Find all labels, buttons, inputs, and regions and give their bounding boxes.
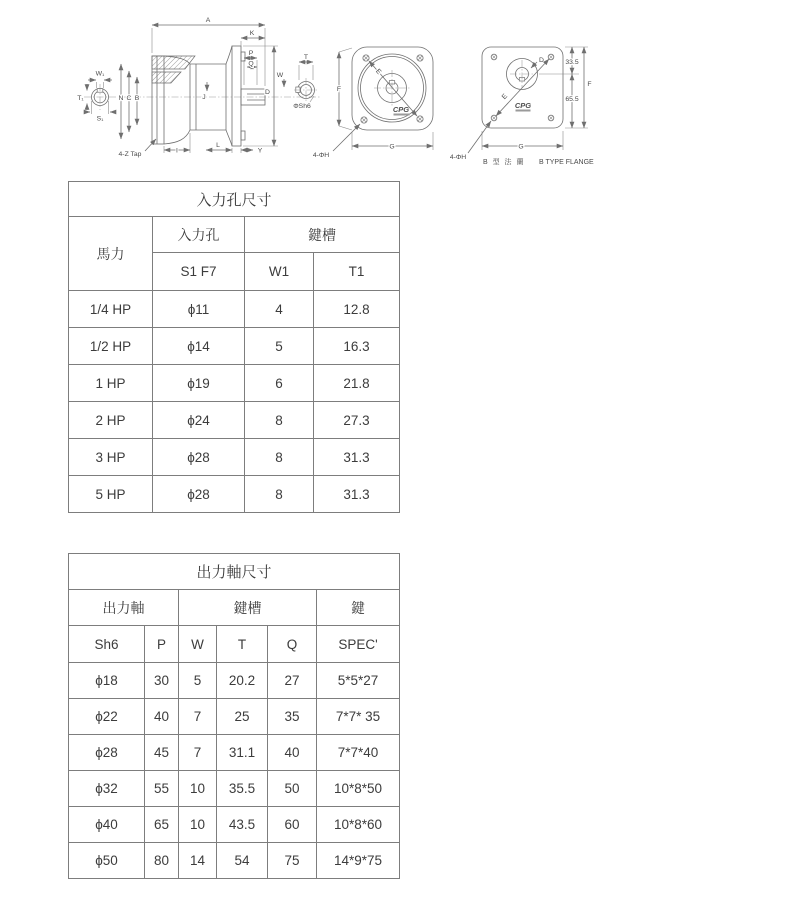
tap-callout-label: 4-Z Tap [118,151,142,158]
header-key: 鍵 [317,590,400,626]
table-cell: 5*5*27 [317,663,400,699]
header-q: Q [268,626,317,663]
header-w: W [179,626,217,663]
dim-label-f-flange: F [587,81,592,88]
cpg-logo-tagline-front [394,114,410,116]
header-output-shaft: 出力軸 [69,590,179,626]
dim-label-y: Y [257,147,263,155]
dim-label-t: T [303,54,309,61]
header-t: T [217,626,268,663]
side-view-drawing [77,17,320,158]
table-cell: 5 HP [69,476,153,513]
front-holes-callout: 4-ΦH [312,152,330,159]
dim-label-t1: T₁ [77,95,84,102]
table-cell: ϕ28 [153,476,245,513]
header-keyway-2: 鍵槽 [179,590,317,626]
table-cell: 2 HP [69,402,153,439]
dim-label-e-flange: E [500,92,510,102]
flange-caption-en: B TYPE FLANGE [539,159,594,166]
table-cell: ϕ19 [153,365,245,402]
table-row [69,439,400,476]
table-cell: 55 [145,771,179,807]
table-cell: 10*8*60 [317,807,400,843]
table-cell: 54 [217,843,268,879]
table-cell: 5 [179,663,217,699]
dim-label-33-5: 33.5 [565,59,579,66]
table-cell: 80 [145,843,179,879]
table-cell: 1/2 HP [69,328,153,365]
dim-label-w1: W₁ [95,70,105,78]
table-cell: 8 [245,439,314,476]
table-cell: 10*8*50 [317,771,400,807]
header-p: P [145,626,179,663]
table-cell: 1 HP [69,365,153,402]
table-cell: 3 HP [69,439,153,476]
table-cell: ϕ14 [153,328,245,365]
table-row [69,291,400,328]
header-input-hole: 入力孔 [153,217,245,253]
table-row [69,843,400,879]
dim-label-g-front: G [389,143,395,151]
input-dimensions-table [68,181,400,513]
shaft-diameter-label: ΦSh6 [293,103,311,110]
table-cell: 40 [145,699,179,735]
header-keyway: 鍵槽 [245,217,400,253]
table-cell: 21.8 [314,365,400,402]
output-dimensions-table [68,553,400,879]
input-table-title: 入力孔尺寸 [69,182,400,217]
flange-holes-callout: 4-ΦH [449,154,467,161]
dim-label-q: Q [248,60,254,68]
dim-label-b: B [134,95,140,102]
table-cell: 5 [245,328,314,365]
table-cell: 75 [268,843,317,879]
table-cell: 45 [145,735,179,771]
dim-label-c: C [126,95,132,102]
table-cell: 12.8 [314,291,400,328]
header-sh6: Sh6 [69,626,145,663]
dim-label-k: K [249,30,255,37]
table-cell: 14*9*75 [317,843,400,879]
header-horsepower: 馬力 [69,217,153,291]
table-cell: ϕ40 [69,807,145,843]
dim-label-f-front: F [336,86,342,93]
table-row [69,771,400,807]
table-cell: 7 [179,699,217,735]
dim-label-g-flange: G [518,143,524,151]
table-cell: ϕ50 [69,843,145,879]
dim-label-i: I [176,147,178,155]
table-cell: 6 [245,365,314,402]
dim-label-l: L [216,142,220,149]
table-row [69,735,400,771]
table-cell: ϕ28 [69,735,145,771]
table-cell: 16.3 [314,328,400,365]
table-cell: 14 [179,843,217,879]
header-w1: W1 [245,253,314,291]
table-cell: 8 [245,402,314,439]
dim-label-p: P [248,50,254,57]
table-cell: 60 [268,807,317,843]
table-cell: 35.5 [217,771,268,807]
dim-label-n: N [118,95,124,102]
table-cell: 31.3 [314,476,400,513]
header-spec: SPEC' [317,626,400,663]
table-cell: 27.3 [314,402,400,439]
table-cell: 30 [145,663,179,699]
table-cell: ϕ18 [69,663,145,699]
table-row [69,476,400,513]
dim-label-e-front: E [373,67,383,77]
table-cell: 10 [179,807,217,843]
table-row [69,807,400,843]
table-cell: 7 [179,735,217,771]
table-cell: 4 [245,291,314,328]
table-cell: 31.3 [314,439,400,476]
header-t1: T1 [314,253,400,291]
cpg-logo-tagline-flange [516,110,531,112]
table-row [69,328,400,365]
dim-label-w: W [276,72,284,79]
technical-drawings [0,0,800,182]
dim-label-d: D [265,89,270,96]
dim-label-65-5: 65.5 [565,96,579,103]
table-row [69,699,400,735]
table-cell: 50 [268,771,317,807]
dim-label-s1: S₁ [96,115,104,123]
table-cell: 31.1 [217,735,268,771]
table-cell: ϕ22 [69,699,145,735]
dim-label-a: A [205,17,211,24]
table-cell: 1/4 HP [69,291,153,328]
table-cell: 10 [179,771,217,807]
table-cell: 65 [145,807,179,843]
cpg-logo-front: CPG [392,105,410,114]
table-row [69,402,400,439]
dim-label-d-flange: D [539,57,544,64]
table-cell: ϕ24 [153,402,245,439]
table-cell: ϕ11 [153,291,245,328]
table-cell: 25 [217,699,268,735]
front-view-drawing [313,47,433,159]
table-cell: ϕ28 [153,439,245,476]
table-cell: 40 [268,735,317,771]
dim-label-j: J [202,94,206,101]
table-row [69,663,400,699]
table-cell: 7*7*40 [317,735,400,771]
table-cell: ϕ32 [69,771,145,807]
table-cell: 35 [268,699,317,735]
table-cell: 20.2 [217,663,268,699]
cpg-logo-flange: CPG [514,101,532,110]
header-s1f7: S1 F7 [153,253,245,291]
table-row [69,365,400,402]
table-cell: 43.5 [217,807,268,843]
table-cell: 7*7* 35 [317,699,400,735]
flange-caption-zh: B 型 法 蘭 [483,159,526,166]
b-flange-drawing [450,47,594,166]
table-cell: 8 [245,476,314,513]
table-cell: 27 [268,663,317,699]
output-table-title: 出力軸尺寸 [69,554,400,590]
